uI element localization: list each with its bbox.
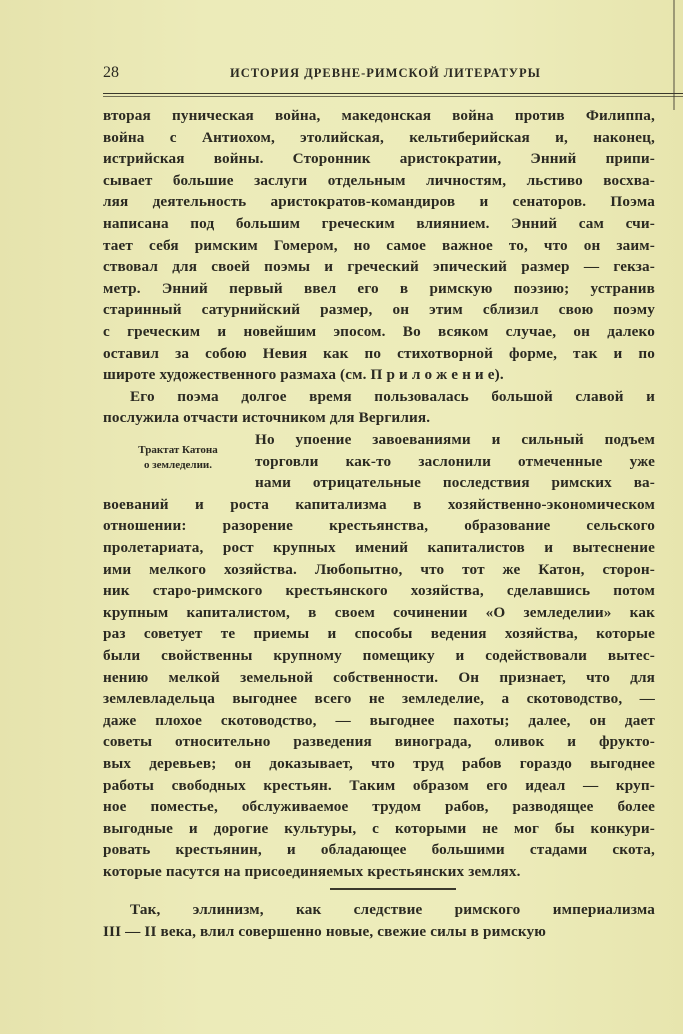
text-line: раз советует те приемы и способы ведения хозяйства, которые — [103, 625, 655, 643]
text-line: советы относительно разведения винограда, оливок и фрукто- — [103, 733, 655, 751]
header-rule-secondary — [103, 96, 683, 97]
text-line: ляя деятельность аристократов-командиров и сенаторов. Поэма — [103, 193, 655, 211]
margin-note — [108, 443, 248, 473]
text-line: работы свободных крестьян. Таким образом его идеал — круп- — [103, 776, 655, 794]
text-line: написана под большим греческим влиянием. Энний сам счи- — [103, 215, 655, 232]
text-line: война с Антиохом, этолийская, кельтиберийская и, наконец, — [103, 128, 655, 146]
text-line: с греческим и новейшим эпосом. Во всяком случае, он далеко — [103, 323, 655, 340]
text-line: выгодные и дорогие культуры, с которыми не мог бы конкури- — [103, 819, 655, 837]
page-number: 28 — [103, 64, 119, 81]
text-line: Так, эллинизм, как следствие римского империализма — [130, 901, 655, 918]
text-line: нению мелкой земельной собственности. Он признает, что для — [103, 668, 655, 686]
text-line: ровать крестьянин, и обладающее большими стадами скота, — [103, 841, 655, 859]
text-line: пролетариата, рост крупных имений капиталистов и вытеснение — [103, 539, 655, 556]
margin-note-line: о земледелии. — [144, 459, 212, 471]
text-line: III — II века, влил совершенно новые, свежие силы в римскую — [103, 923, 547, 940]
text-line: вых деревьев; он доказывает, что труд рабов гораздо выгоднее — [103, 755, 655, 772]
text-line: сывает большие заслуги отдельным личностям, льстиво восхва- — [103, 171, 655, 189]
text-line: Но упоение завоеваниями и сильный подъем — [255, 431, 655, 448]
text-line: которые пасутся на присоединяемых крестьянских землях. — [103, 863, 521, 880]
text-line: землевладельца выгоднее всего не земледелие, а скотоводство, — — [103, 690, 655, 708]
text-line: Его поэма долгое время пользовалась большой славой и — [130, 387, 655, 405]
text-line: отношении: разорение крестьянства, образование сельского — [103, 517, 655, 535]
text-line: воеваний и роста капитализма в хозяйственно-экономическом — [103, 495, 655, 513]
text-line: истрийская войны. Сторонник аристократии, Энний припи- — [103, 150, 655, 168]
text-line: ное поместье, обслуживаемое трудом рабов, разводящее более — [103, 798, 655, 816]
text-line: широте художественного размаха (см. П р и л о ж е н и е). — [103, 366, 504, 384]
text-line: оставил за собою Невия как по стихотворной форме, так и по — [103, 344, 655, 362]
text-line: ствовал для своей поэмы и греческий эпический размер — гекза- — [103, 258, 655, 276]
text-line: были свойственны крупному помещику и содействовали вытес- — [103, 647, 655, 664]
text-line: послужила отчасти источником для Вергилия. — [103, 409, 431, 427]
text-line: тает себя римским Гомером, но самое важное то, что он заим- — [103, 236, 655, 254]
text-line: ник старо-римского крестьянского хозяйства, сделавшись потом — [103, 582, 655, 600]
text-line: метр. Энний первый ввел его в римскую поэзию; устранив — [103, 279, 655, 297]
section-separator — [330, 888, 456, 890]
text-line: ими мелкого хозяйства. Любопытно, что тот же Катон, сторон- — [103, 560, 655, 578]
text-line: вторая пуническая война, македонская война против Филиппа, — [103, 107, 655, 124]
text-line: даже плохое скотоводство, — выгоднее пахоты; далее, он дает — [103, 711, 655, 729]
text-line: торговли как-то заслонили отмеченные уже — [255, 452, 655, 470]
text-line: крупным капиталистом, в своем сочинении «О земледелии» как — [103, 603, 655, 621]
text-line: старинный сатурнийский размер, он этим сблизил свою поэму — [103, 301, 655, 319]
header-rule — [103, 93, 683, 94]
running-title: ИСТОРИЯ ДРЕВНЕ-РИМСКОЙ ЛИТЕРАТУРЫ — [230, 66, 541, 80]
margin-note-line: Трактат Катона — [138, 444, 218, 456]
text-line: нами отрицательные последствия римских ва- — [255, 474, 655, 492]
